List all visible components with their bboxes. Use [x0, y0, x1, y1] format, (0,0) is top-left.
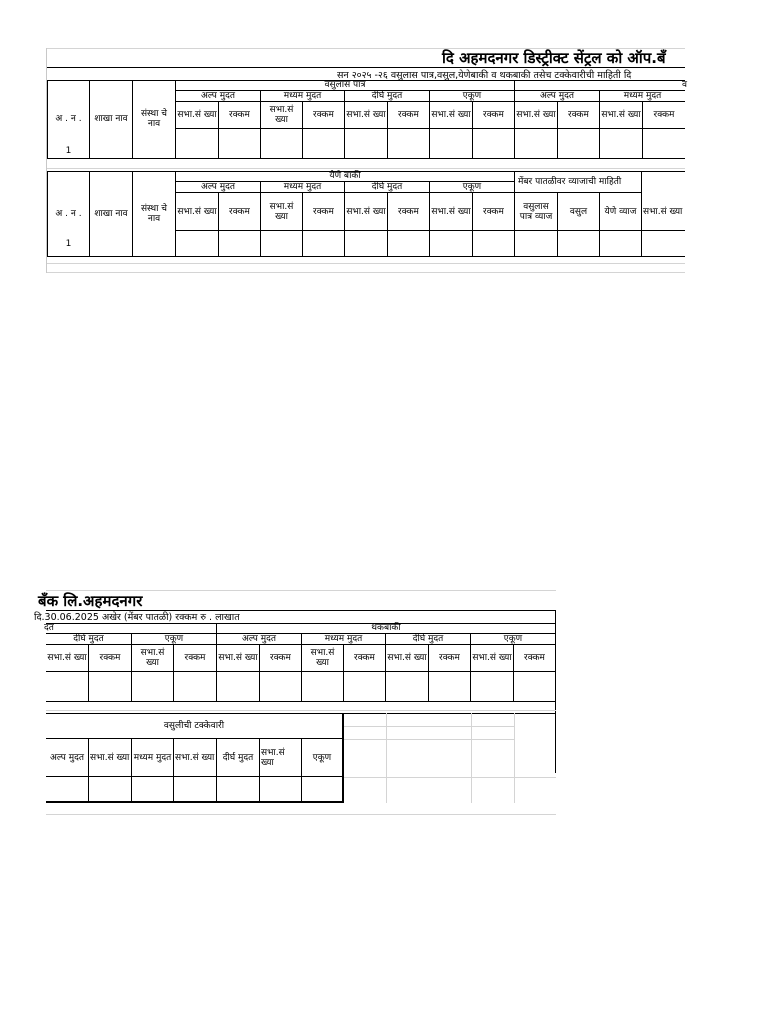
data-cell: [473, 231, 515, 257]
term-short: अल्प मुदत: [176, 91, 261, 102]
grid-line: [514, 713, 515, 803]
data-cell: [600, 231, 642, 257]
sub-amount: रक्कम: [303, 193, 345, 231]
data-cell: [558, 129, 600, 159]
group-header-vasulas-patra: वसुलास पात्र: [176, 80, 515, 91]
sub-amount: रक्कम: [473, 193, 515, 231]
term-total: एकूण: [132, 634, 217, 645]
data-cell: [345, 129, 388, 159]
group-header-fragment: [515, 80, 685, 91]
col-header-sr: अ . न .: [47, 80, 90, 159]
sub-amount: रक्कम: [388, 193, 430, 231]
term-long: दीर्घ मुदत: [386, 634, 471, 645]
grid-line: [344, 777, 556, 778]
term-medium-2: मध्यम मुदत: [600, 91, 685, 102]
page-subtitle-continued: दि.30.06.2025 अखेर (मेंबर पातळी) रक्कम रु . लाखात: [34, 612, 240, 623]
data-cell: [133, 129, 176, 159]
col-header-branch: शाखा नाव: [90, 80, 133, 159]
group-header-percentage: वसुलीची टक्केवारी: [46, 713, 344, 739]
data-cell: [302, 672, 344, 702]
sub-members: सभा.सं ख्या: [46, 645, 89, 672]
col-header-society: संस्था चे नाव: [133, 171, 176, 257]
row-number: 1: [47, 231, 90, 257]
grid-line: [386, 713, 387, 803]
data-cell: [302, 777, 344, 803]
spreadsheet-page-right: [34, 590, 556, 816]
data-cell: [473, 129, 515, 159]
sub-members: सभा.सं ख्या: [176, 193, 219, 231]
term-medium: मध्यम मुदत: [261, 182, 345, 193]
data-cell: [176, 129, 219, 159]
data-cell: [89, 672, 132, 702]
data-cell: [430, 129, 473, 159]
interest-eligible: वसुलास पात्र व्याज: [515, 193, 558, 231]
data-cell: [133, 231, 176, 257]
data-cell: [600, 129, 643, 159]
term-long: दीर्घ मुदत: [345, 91, 430, 102]
sub-amount: रक्कम: [429, 645, 471, 672]
sub-amount: रक्कम: [174, 645, 217, 672]
term-total: एकूण: [471, 634, 556, 645]
data-cell: [558, 231, 600, 257]
sub-amount: रक्कम: [303, 102, 345, 129]
sub-members: सभा.सं ख्या: [302, 645, 344, 672]
row-number: 1: [47, 129, 90, 159]
sub-members: सभा.सं ख्या: [430, 102, 473, 129]
data-cell: [344, 672, 386, 702]
sub-members: सभा.सं ख्या: [345, 102, 388, 129]
sub-members: सभा.सं ख्या: [132, 645, 174, 672]
data-cell: [260, 672, 302, 702]
data-cell: [261, 129, 303, 159]
table-recovery-percentage: [46, 713, 556, 803]
group-fragment-mudat: [46, 623, 217, 634]
data-cell: [643, 129, 685, 159]
sub-members: सभा.सं ख्या: [345, 193, 388, 231]
term-total: एकूण: [430, 91, 515, 102]
spreadsheet-page-left: [46, 48, 685, 273]
sub-members: सभा.सं ख्या: [176, 102, 219, 129]
data-cell: [471, 672, 514, 702]
page-title: दि अहमदनगर डिस्ट्रीक्ट सेंट्रल को ऑप.बँ: [442, 49, 666, 67]
term-medium: मध्यम मुदत: [302, 634, 386, 645]
pct-medium: मध्यम मुदत: [132, 739, 174, 777]
data-cell: [219, 231, 261, 257]
sub-members: सभा.सं ख्या: [515, 102, 558, 129]
pct-members: सभा.सं ख्या: [174, 739, 217, 777]
data-cell: [89, 777, 132, 803]
data-cell: [132, 672, 174, 702]
data-cell: [386, 672, 429, 702]
table-vasulas-patra: [47, 80, 685, 160]
grid-line: [47, 263, 685, 264]
term-short-2: अल्प मुदत: [515, 91, 600, 102]
interest-recovered: वसुल: [558, 193, 600, 231]
grid-line: [47, 168, 685, 169]
grid-line: [46, 814, 556, 815]
grid-line: [344, 726, 514, 727]
data-cell: [430, 231, 473, 257]
sub-members: सभा.सं ख्या: [261, 102, 303, 129]
group-header-yene-baki: येणे बाकी: [176, 171, 515, 182]
term-long: दीर्घ मुदत: [46, 634, 132, 645]
interest-due: येणे व्याज: [600, 193, 642, 231]
table-thakbaki: [46, 623, 556, 703]
col-header-branch: शाखा नाव: [90, 171, 133, 257]
sub-members: सभा.सं ख्या: [600, 102, 643, 129]
data-cell: [46, 672, 89, 702]
sub-members: सभा.सं ख्या: [261, 193, 303, 231]
data-cell: [261, 231, 303, 257]
sub-amount: रक्कम: [219, 193, 261, 231]
term-short: अल्प मुदत: [176, 182, 261, 193]
data-cell: [514, 672, 556, 702]
col-header-sr: अ . न .: [47, 171, 90, 257]
data-cell: [217, 672, 260, 702]
data-cell: [176, 231, 219, 257]
data-cell: [46, 777, 89, 803]
sub-amount: रक्कम: [219, 102, 261, 129]
sub-members: सभा.सं ख्या: [471, 645, 514, 672]
sub-amount: रक्कम: [388, 102, 430, 129]
data-cell: [174, 672, 217, 702]
pct-members: सभा.सं ख्या: [260, 739, 302, 777]
data-cell: [260, 777, 302, 803]
sub-members: सभा.सं ख्या: [217, 645, 260, 672]
data-cell: [132, 777, 174, 803]
page-title-continued: बँक लि.अहमदनगर: [38, 592, 143, 610]
sub-members: सभा.सं ख्या: [430, 193, 473, 231]
data-cell: [515, 231, 558, 257]
sub-amount: रक्कम: [643, 102, 685, 129]
data-cell: [90, 129, 133, 159]
data-cell: [388, 231, 430, 257]
grid-line: [344, 739, 514, 740]
group-header-thakbaki: थकबाकी: [217, 623, 556, 634]
sub-amount: रक्कम: [514, 645, 556, 672]
term-total: एकूण: [430, 182, 515, 193]
table-yene-baki: [47, 171, 685, 261]
data-cell: [219, 129, 261, 159]
term-short: अल्प मुदत: [217, 634, 302, 645]
data-cell: [429, 672, 471, 702]
term-medium: मध्यम मुदत: [261, 91, 345, 102]
sub-members: सभा.सं ख्या: [386, 645, 429, 672]
interest-members: सभा.सं ख्या: [642, 193, 685, 231]
col-header-society: संस्था चे नाव: [133, 80, 176, 159]
pct-short: अल्प मुदत: [46, 739, 89, 777]
term-long: दीर्घ मुदत: [345, 182, 430, 193]
header-fragment-text: व: [681, 80, 687, 90]
grid-line: [471, 713, 472, 803]
fragment-text: दत: [44, 623, 54, 633]
sub-amount: रक्कम: [344, 645, 386, 672]
data-cell: [642, 231, 685, 257]
data-cell: [345, 231, 388, 257]
data-cell: [174, 777, 217, 803]
pct-long: दीर्घ मुदत: [217, 739, 260, 777]
data-cell: [388, 129, 430, 159]
page-subtitle: सन २०२५ -२६ वसुलास पात्र,वसुल,येणेबाकी व थकबाकी तसेच टक्केवारीची माहिती दि: [337, 70, 632, 81]
data-cell: [303, 129, 345, 159]
data-cell: [515, 129, 558, 159]
pct-members: सभा.सं ख्या: [89, 739, 132, 777]
sub-amount: रक्कम: [89, 645, 132, 672]
sub-amount: रक्कम: [260, 645, 302, 672]
group-header-member-interest: मेंबर पातळीवर व्याजाची माहिती: [515, 171, 642, 193]
pct-total: एकूण: [302, 739, 344, 777]
grid-line: [46, 710, 556, 711]
data-cell: [303, 231, 345, 257]
grid-line: [47, 272, 685, 273]
data-cell: [90, 231, 133, 257]
sub-amount: रक्कम: [558, 102, 600, 129]
data-cell: [217, 777, 260, 803]
sub-amount: रक्कम: [473, 102, 515, 129]
